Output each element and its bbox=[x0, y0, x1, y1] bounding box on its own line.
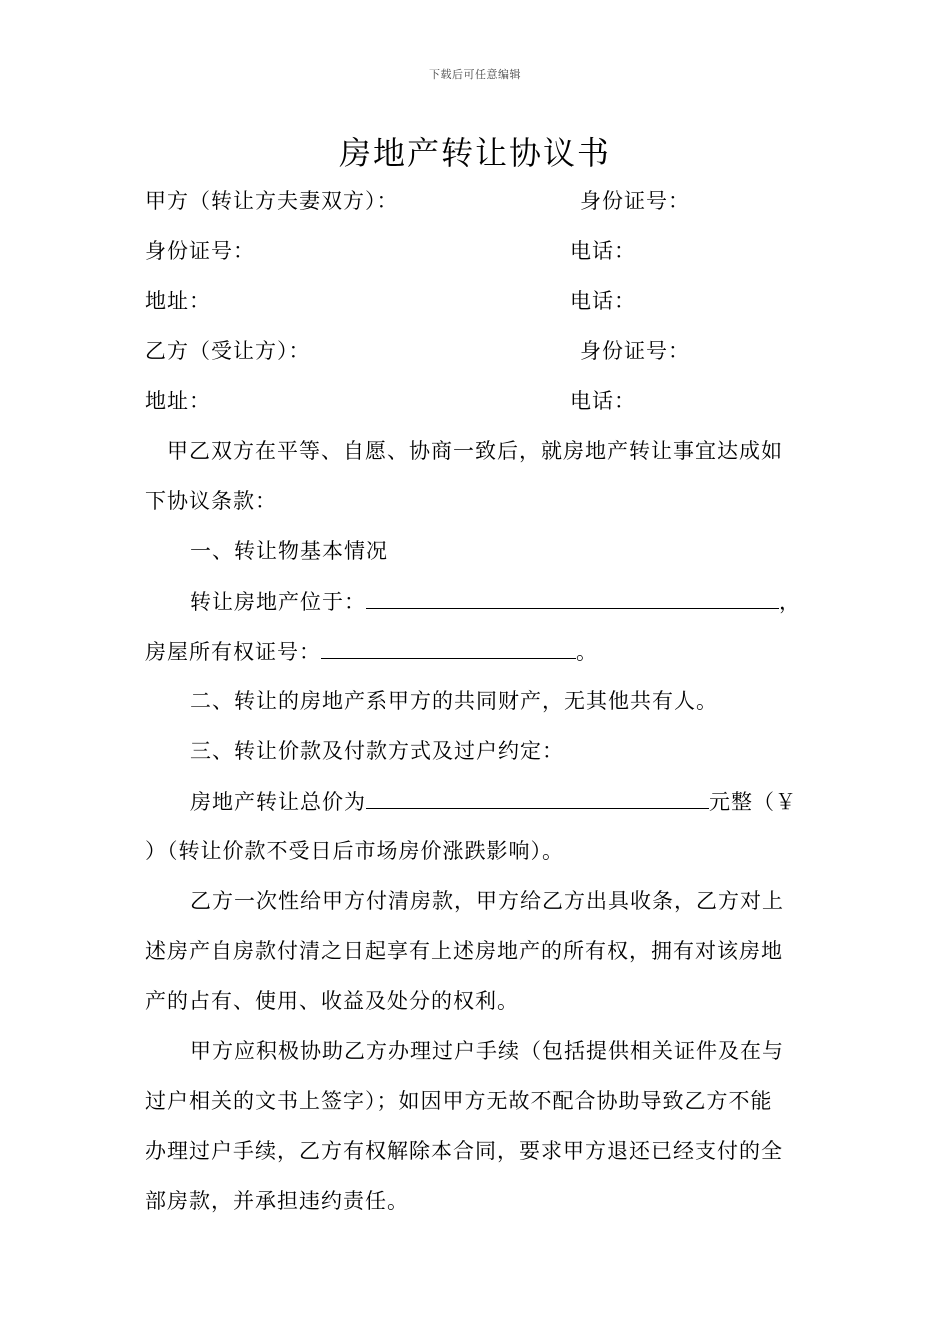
section-2: 二、转让的房地产系甲方的共同财产，无其他共有人。 bbox=[190, 689, 718, 713]
payment-line-1: 乙方一次性给甲方付清房款，甲方给乙方出具收条，乙方对上 bbox=[190, 889, 784, 913]
location-line bbox=[190, 586, 801, 617]
address-b-label: 地址： bbox=[145, 389, 211, 413]
party-b-id-label: 身份证号： bbox=[580, 339, 690, 363]
payment-line-3: 产的占有、使用、收益及处分的权利。 bbox=[145, 989, 519, 1013]
header-note: 下载后可任意编辑 bbox=[429, 68, 521, 81]
party-a-id-label: 身份证号： bbox=[580, 189, 690, 213]
price-note: ）（转让价款不受日后市场房价涨跌影响）。 bbox=[145, 839, 564, 863]
payment-line-2: 述房产自房款付清之日起享有上述房地产的所有权，拥有对该房地 bbox=[145, 939, 783, 963]
party-a-label: 甲方（转让方夫妻双方）： bbox=[145, 189, 399, 213]
transfer-line-1: 甲方应积极协助乙方办理过户手续（包括提供相关证件及在与 bbox=[190, 1039, 784, 1063]
address-a-label: 地址： bbox=[145, 289, 211, 313]
transfer-line-3: 办理过户手续，乙方有权解除本合同，要求甲方退还已经支付的全 bbox=[145, 1139, 783, 1163]
transfer-line-2: 过户相关的文书上签字）；如因甲方无故不配合协助导致乙方不能 bbox=[145, 1089, 773, 1113]
price-unit: 元整（￥ bbox=[709, 790, 797, 814]
certificate-line bbox=[145, 636, 598, 667]
certificate-label: 房屋所有权证号： bbox=[145, 640, 321, 664]
location-blank[interactable] bbox=[366, 586, 779, 609]
id-number-label: 身份证号： bbox=[145, 239, 255, 263]
certificate-end: 。 bbox=[576, 640, 598, 664]
document-title: 房地产转让协议书 bbox=[338, 134, 611, 172]
section-1-heading: 一、转让物基本情况 bbox=[190, 539, 388, 563]
party-b-label: 乙方（受让方）： bbox=[145, 339, 311, 363]
phone-label-1: 电话： bbox=[570, 239, 636, 263]
price-blank[interactable] bbox=[366, 786, 709, 809]
price-line bbox=[190, 786, 797, 817]
location-end: ， bbox=[779, 590, 801, 614]
intro-line-2: 下协议条款： bbox=[145, 489, 277, 513]
location-label: 转让房地产位于： bbox=[190, 590, 366, 614]
certificate-blank[interactable] bbox=[321, 636, 576, 659]
transfer-line-4: 部房款，并承担违约责任。 bbox=[145, 1189, 409, 1213]
phone-label-3: 电话： bbox=[570, 389, 636, 413]
price-label: 房地产转让总价为 bbox=[190, 790, 366, 814]
intro-line-1: 甲乙双方在平等、自愿、协商一致后，就房地产转让事宜达成如 bbox=[167, 439, 783, 463]
section-3-heading: 三、转让价款及付款方式及过户约定： bbox=[190, 739, 564, 763]
phone-label-2: 电话： bbox=[570, 289, 636, 313]
